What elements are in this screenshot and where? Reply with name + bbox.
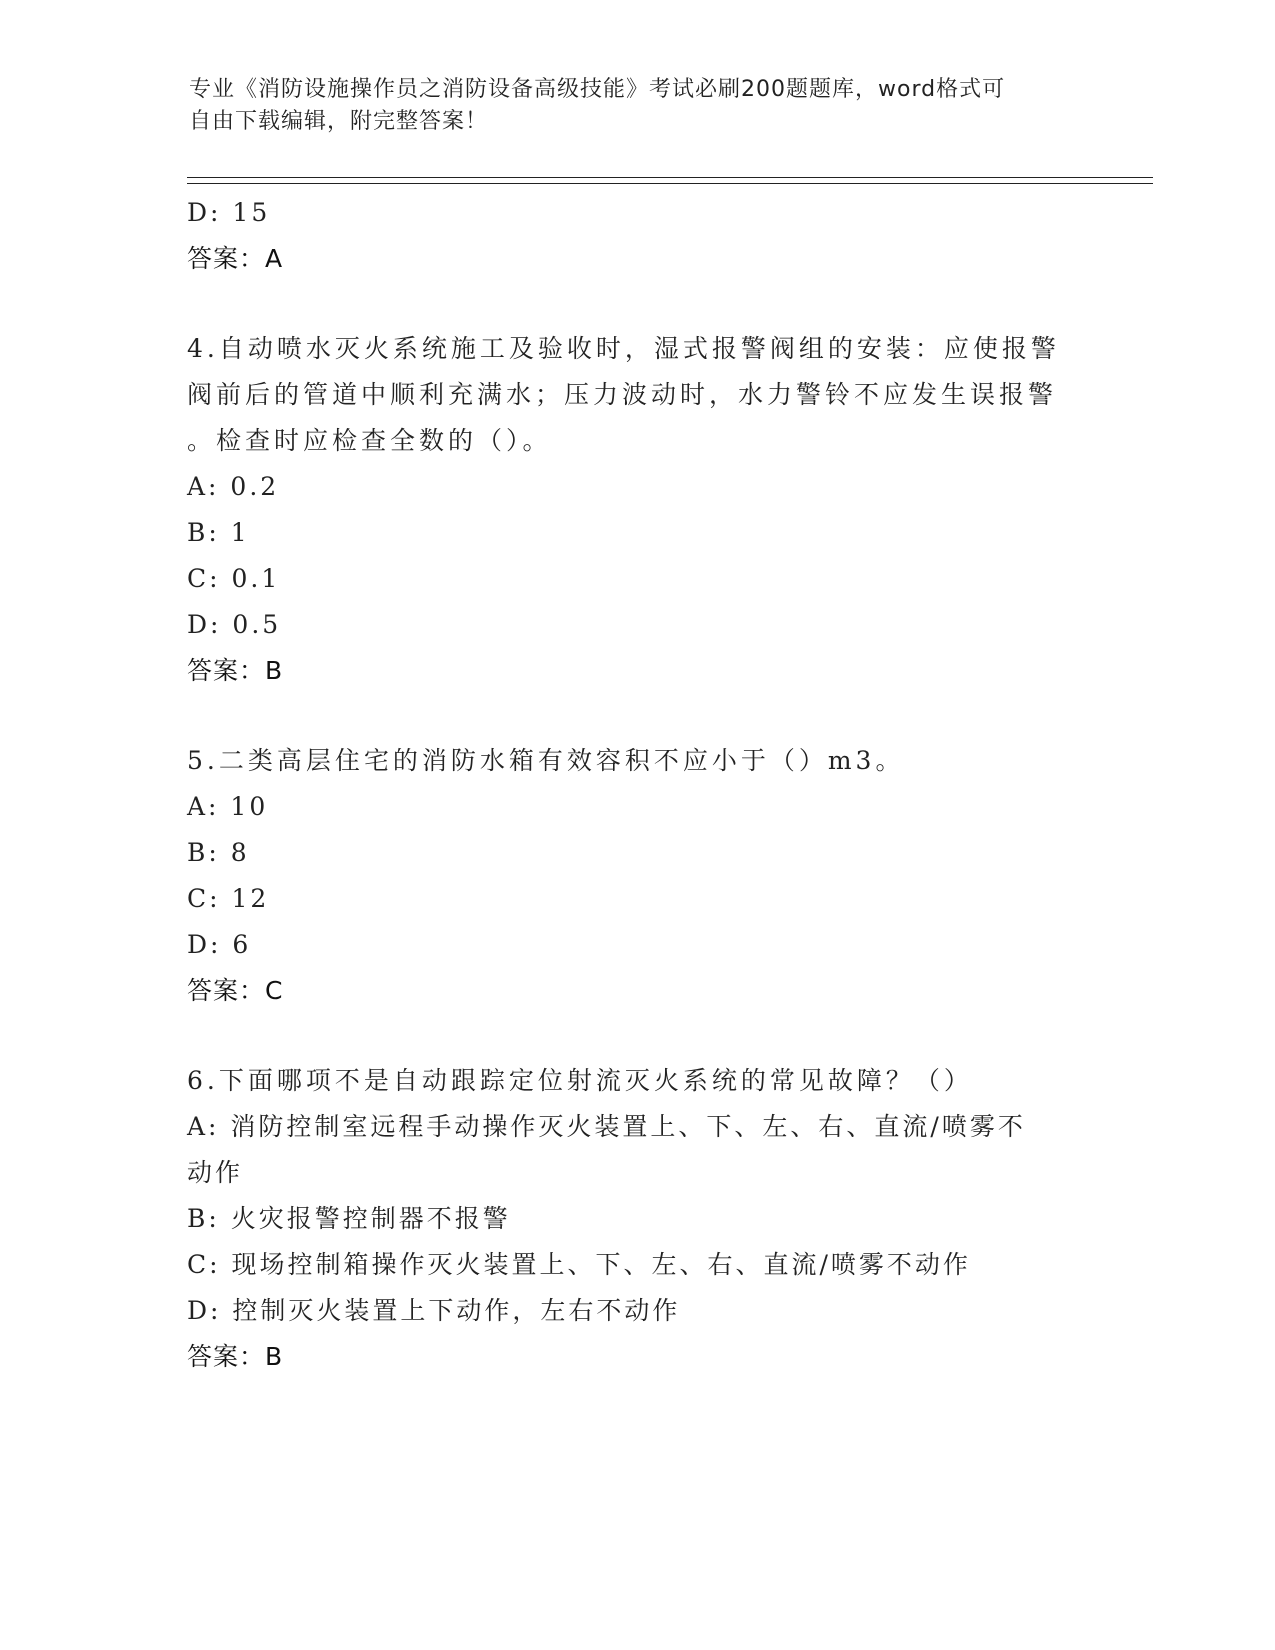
question-text-line: 6.下面哪项不是自动跟踪定位射流灭火系统的常见故障？（）: [187, 1066, 973, 1095]
option-c: C: 现场控制箱操作灭火装置上、下、左、右、直流/喷雾不动作: [187, 1250, 971, 1279]
header-line-2: 自由下载编辑，附完整答案！: [189, 109, 489, 134]
answer-line: 答案：A: [187, 244, 284, 273]
option-d: D: 15: [187, 198, 271, 227]
question-text-line: 4.自动喷水灭火系统施工及验收时，湿式报警阀组的安装：应使报警: [187, 334, 1060, 363]
answer-line: 答案：B: [187, 656, 284, 685]
question-content: [187, 190, 1067, 1380]
header-divider-top: [187, 177, 1153, 178]
question-block-4: [187, 326, 1067, 694]
option-c: C: 0.1: [187, 564, 281, 593]
question-text-line: 。检查时应检查全数的（）。: [187, 426, 552, 455]
header-line-1: 专业《消防设施操作员之消防设备高级技能》考试必刷200题题库，word格式可: [189, 77, 1006, 102]
spacer: [187, 282, 1067, 326]
answer-line: 答案：B: [187, 1342, 284, 1371]
question-block-5: [187, 738, 1067, 1014]
option-a-continued: 动作: [187, 1158, 244, 1187]
question-text-line: 5.二类高层住宅的消防水箱有效容积不应小于（）m3。: [187, 746, 905, 775]
option-b: B: 火灾报警控制器不报警: [187, 1204, 511, 1233]
option-b: B: 8: [187, 838, 250, 867]
option-a: A: 0.2: [187, 472, 280, 501]
header-divider-bottom: [187, 183, 1153, 184]
document-header: [189, 74, 1069, 138]
option-d: D: 6: [187, 930, 252, 959]
spacer: [187, 1014, 1067, 1058]
question-text-line: 阀前后的管道中顺利充满水；压力波动时，水力警铃不应发生误报警: [187, 380, 1058, 409]
option-a: A: 10: [187, 792, 269, 821]
option-b: B: 1: [187, 518, 250, 547]
question-block-6: [187, 1058, 1067, 1380]
answer-line: 答案：C: [187, 976, 284, 1005]
option-d: D: 控制灭火装置上下动作，左右不动作: [187, 1296, 681, 1325]
spacer: [187, 694, 1067, 738]
option-a: A: 消防控制室远程手动操作灭火装置上、下、左、右、直流/喷雾不: [187, 1112, 1026, 1141]
option-d: D: 0.5: [187, 610, 282, 639]
option-c: C: 12: [187, 884, 270, 913]
